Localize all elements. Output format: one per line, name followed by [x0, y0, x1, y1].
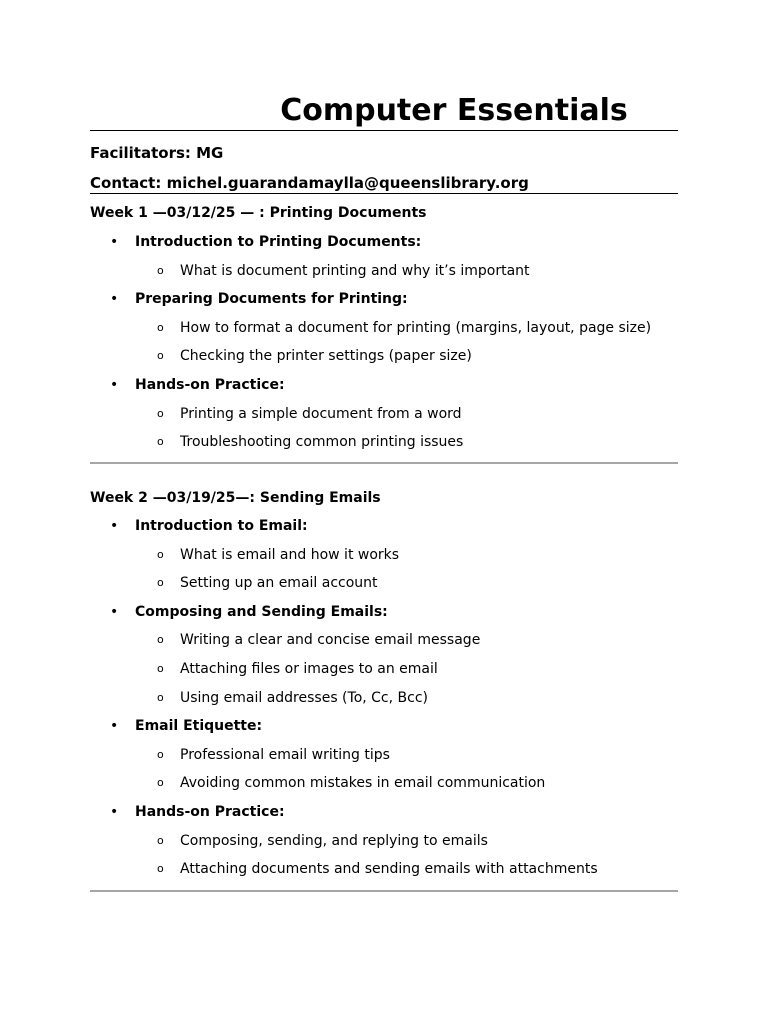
topic-label: Introduction to Printing Documents: — [135, 234, 422, 250]
sub-bullet-icon: o — [157, 263, 164, 277]
sub-list-item — [90, 741, 678, 770]
sub-bullet-icon: o — [157, 406, 164, 420]
subtopic-text: Writing a clear and concise email message — [180, 632, 481, 649]
sub-list-item — [90, 569, 678, 598]
subtopic-text: Setting up an email account — [180, 575, 378, 592]
contact-rule — [90, 193, 678, 194]
list-item — [90, 712, 678, 741]
bullet-icon: • — [110, 234, 119, 250]
sub-bullet-icon: o — [157, 862, 164, 876]
sub-bullet-icon: o — [157, 747, 164, 761]
subtopic-text: How to format a document for printing (margins, layout, page size) — [180, 319, 652, 336]
topic-label: Preparing Documents for Printing: — [135, 291, 408, 308]
week-2-divider — [90, 890, 678, 892]
sub-bullet-icon: o — [157, 661, 164, 675]
sub-list-item — [90, 342, 678, 371]
sub-bullet-icon: o — [157, 690, 164, 704]
subtopic-text: Printing a simple document from a word — [180, 405, 462, 422]
sub-bullet-icon: o — [157, 435, 164, 449]
sub-list-item — [90, 626, 678, 655]
sub-list-item — [90, 541, 678, 570]
sub-bullet-icon: o — [157, 833, 164, 847]
sub-list-item — [90, 428, 678, 457]
topic-label: Email Etiquette: — [135, 718, 263, 735]
sub-list-item — [90, 684, 678, 713]
topic-label: Composing and Sending Emails: — [135, 603, 388, 620]
sub-list-item — [90, 314, 678, 343]
sub-bullet-icon: o — [157, 349, 164, 363]
sub-list-item — [90, 655, 678, 684]
bullet-icon: • — [110, 291, 119, 308]
week-1-topic-list — [90, 228, 678, 457]
contact-line: Contact: michel.guarandamaylla@queenslibrary.org — [90, 174, 529, 192]
bullet-icon: • — [110, 718, 119, 735]
subtopic-text: Checking the printer settings (paper size) — [180, 348, 472, 365]
subtopic-text: What is email and how it works — [180, 546, 400, 563]
subtopic-text: Attaching files or images to an email — [180, 660, 438, 677]
sub-list-item — [90, 769, 678, 798]
sub-bullet-icon: o — [157, 576, 164, 590]
sub-list-item — [90, 855, 678, 884]
sub-bullet-icon: o — [157, 633, 164, 647]
week-2-topic-list — [90, 512, 678, 884]
bullet-icon: • — [110, 803, 119, 820]
list-item — [90, 512, 678, 541]
sub-bullet-icon: o — [157, 776, 164, 790]
subtopic-text: Using email addresses (To, Cc, Bcc) — [180, 689, 428, 706]
bullet-icon: • — [110, 603, 119, 620]
list-item — [90, 285, 678, 314]
list-item — [90, 798, 678, 827]
facilitators-line: Facilitators: MG — [90, 144, 224, 162]
list-item — [90, 228, 678, 257]
subtopic-text: Troubleshooting common printing issues — [180, 434, 464, 451]
list-item — [90, 371, 678, 400]
subtopic-text: What is document printing and why it’s important — [180, 262, 530, 279]
bullet-icon: • — [110, 376, 119, 393]
week-1-heading: Week 1 —03/12/25 — : Printing Documents — [90, 205, 427, 221]
topic-label: Introduction to Email: — [135, 518, 308, 534]
week-1-divider — [90, 462, 678, 464]
subtopic-text: Avoiding common mistakes in email communication — [180, 775, 546, 792]
sub-bullet-icon: o — [157, 547, 164, 561]
topic-label: Hands-on Practice: — [135, 803, 285, 820]
title-rule — [90, 130, 678, 131]
list-item — [90, 598, 678, 627]
sub-list-item — [90, 400, 678, 429]
bullet-icon: • — [110, 518, 119, 534]
sub-bullet-icon: o — [157, 320, 164, 334]
document-title: Computer Essentials — [280, 93, 628, 128]
subtopic-text: Composing, sending, and replying to emails — [180, 832, 488, 849]
sub-list-item — [90, 827, 678, 856]
subtopic-text: Attaching documents and sending emails with attachments — [180, 861, 598, 878]
week-2-heading: Week 2 —03/19/25—: Sending Emails — [90, 490, 381, 506]
sub-list-item — [90, 257, 678, 286]
topic-label: Hands-on Practice: — [135, 376, 285, 393]
subtopic-text: Professional email writing tips — [180, 746, 390, 763]
